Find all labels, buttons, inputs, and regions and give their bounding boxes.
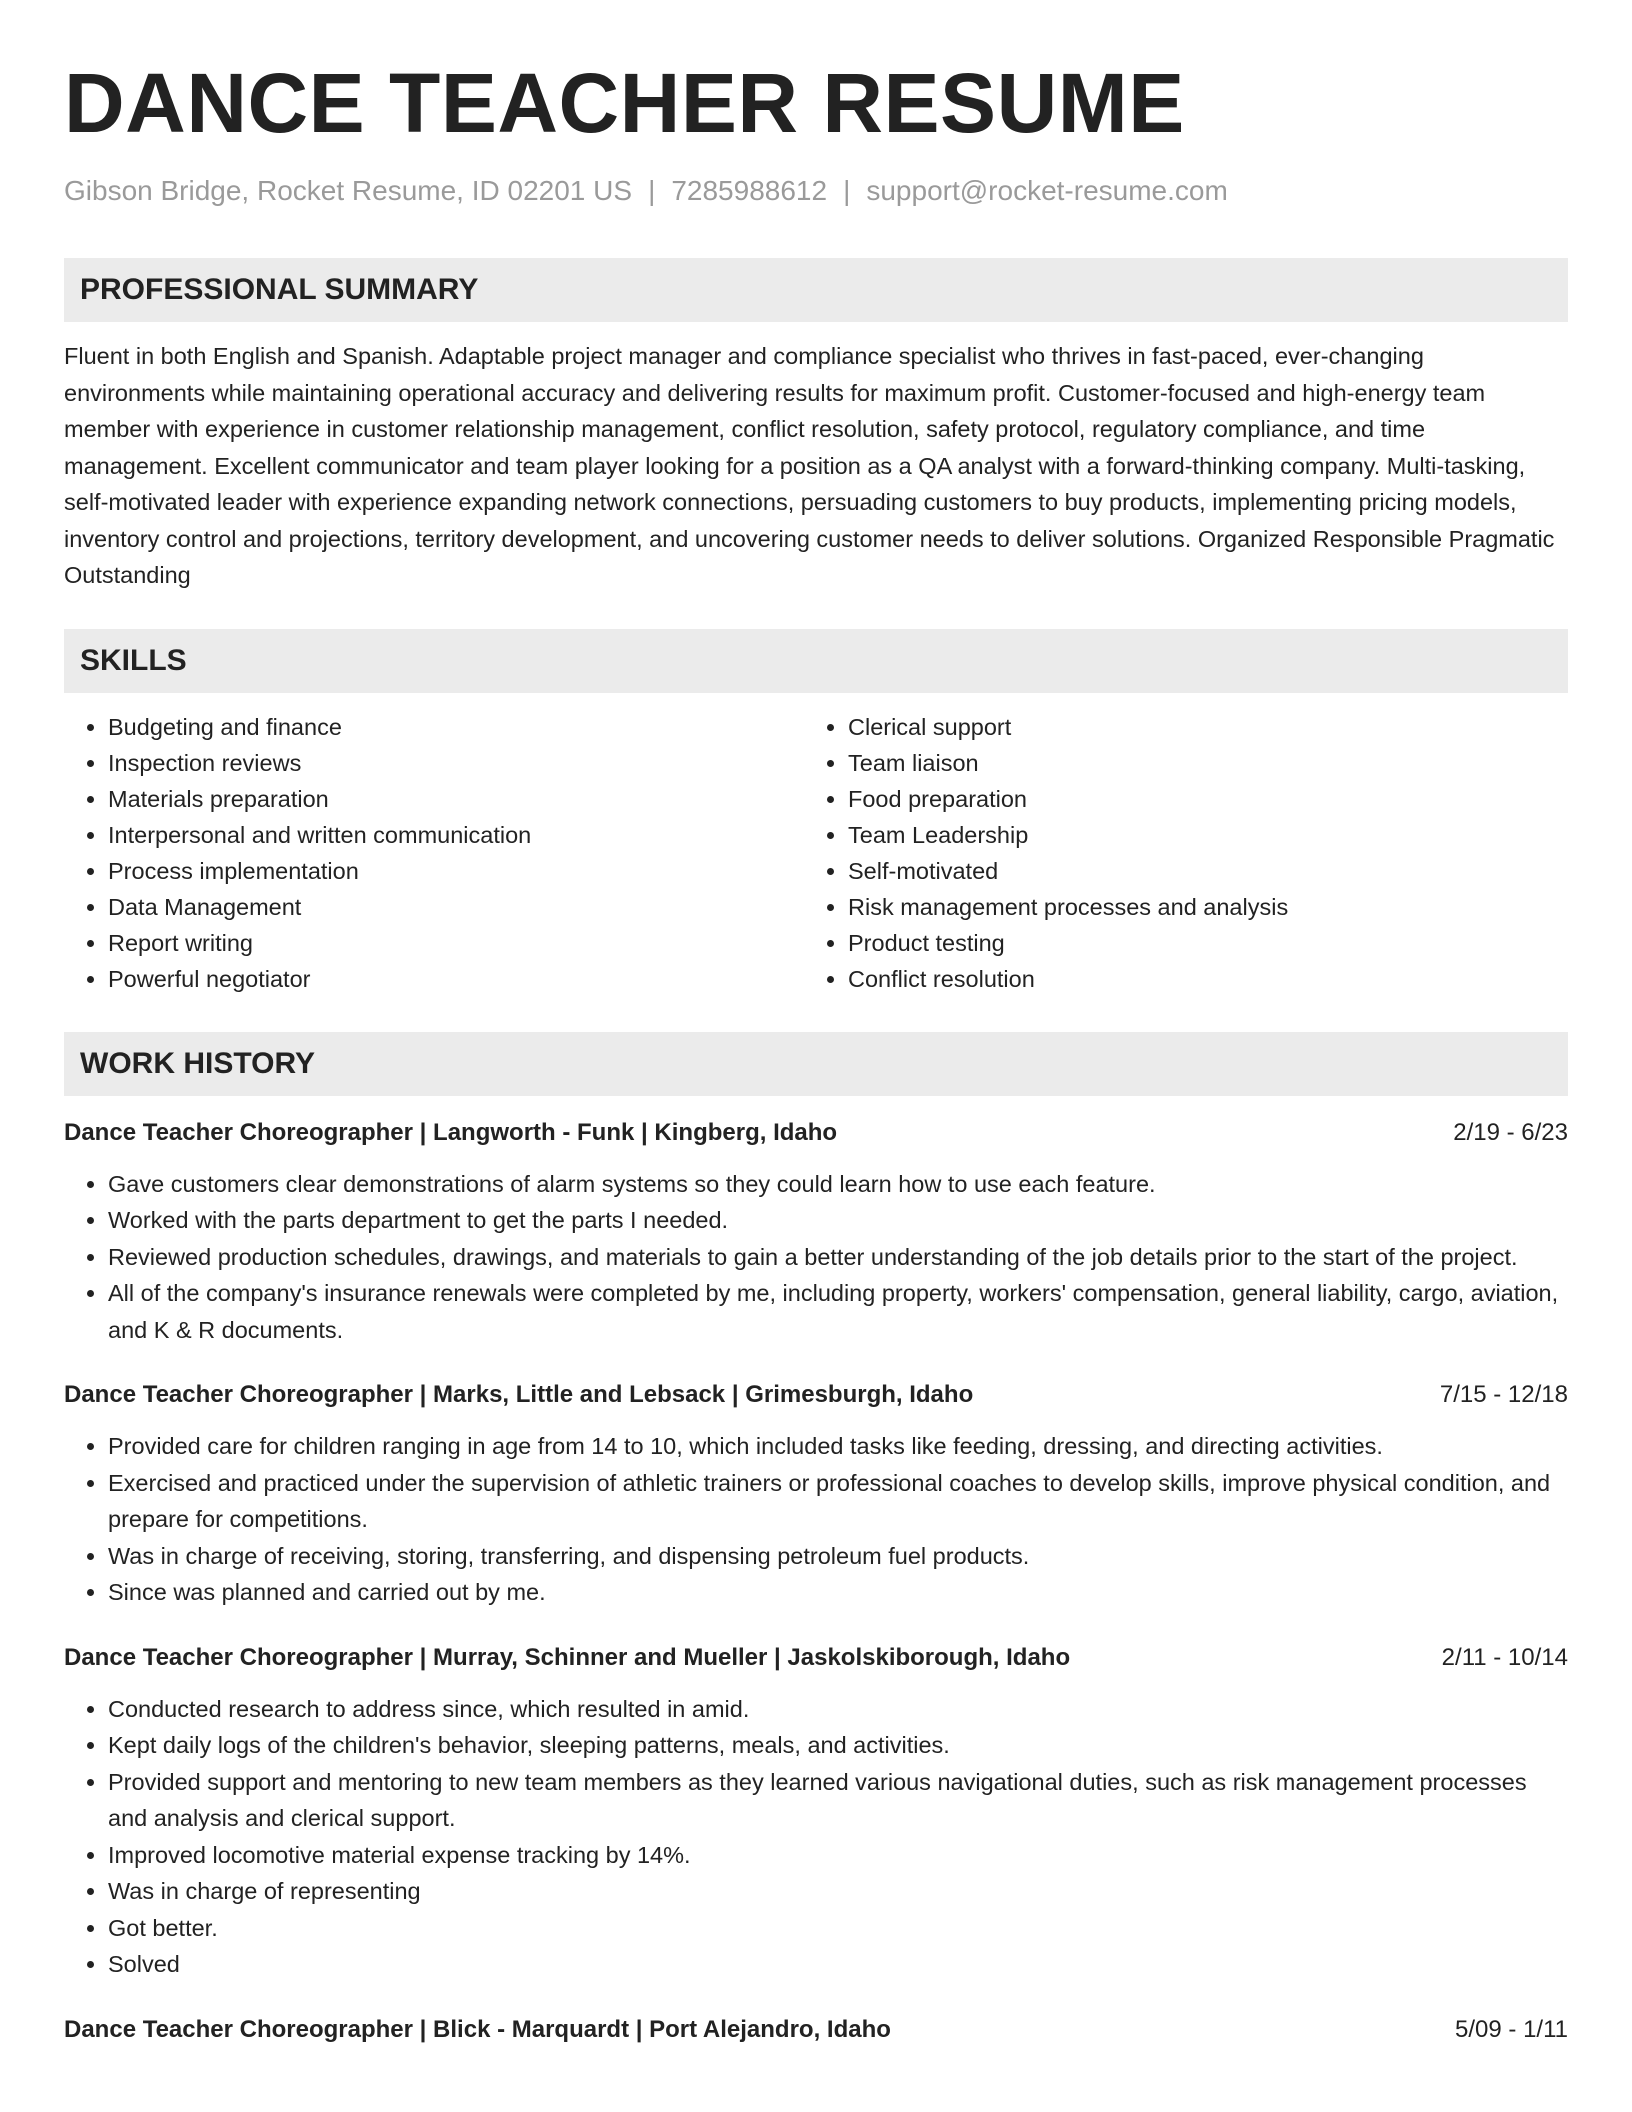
skill-item: • Report writing <box>108 925 804 961</box>
skills-column-right <box>804 709 1544 997</box>
job-header <box>64 1378 1568 1412</box>
job-dates: 2/19 - 6/23 <box>1453 1118 1568 1146</box>
job-bullet: • Worked with the parts department to get the parts I needed. <box>108 1202 1568 1239</box>
job-bullet: • Conducted research to address since, which resulted in amid. <box>108 1691 1568 1728</box>
summary-text: Fluent in both English and Spanish. Adaptable project manager and compliance specialist who thrives in fast-paced, ever-changing environments while maintaining operational accuracy and delivering results for maximum profit. Customer-focused and high-energy team member with experience in customer relationship management, conflict resolution, safety protocol, regulatory compliance, and time management. Excellent communicator and team player looking for a position as a QA analyst with a forward-thinking company. Multi-tasking, self-motivated leader with experience expanding network connections, persuading customers to buy products, implementing pricing models, inventory control and projections, territory development, and uncovering customer needs to deliver solutions. Organized Responsible Pragmatic Outstanding <box>64 343 1555 588</box>
job-bullet: • Provided care for children ranging in age from 14 to 10, which included tasks like feeding, dressing, and directing activities. <box>108 1428 1568 1465</box>
job-dates: 5/09 - 1/11 <box>1455 2015 1568 2043</box>
job-bullet: • Since was planned and carried out by me. <box>108 1574 1568 1611</box>
skill-item: • Food preparation <box>848 781 1544 817</box>
job-title: Dance Teacher Choreographer | Murray, Schinner and Mueller | Jaskolskiborough, Idaho <box>64 1643 1071 1671</box>
contact-separator: | <box>648 175 656 206</box>
job-dates: 2/11 - 10/14 <box>1441 1643 1568 1671</box>
section-header-skills: SKILLS <box>64 629 1568 693</box>
skill-item: • Data Management <box>108 889 804 925</box>
skill-item: • Product testing <box>848 925 1544 961</box>
skill-item: • Clerical support <box>848 709 1544 745</box>
skill-item: • Self-motivated <box>848 853 1544 889</box>
skill-item: • Conflict resolution <box>848 961 1544 997</box>
skill-item: • Budgeting and finance <box>108 709 804 745</box>
job-bullet: • Was in charge of receiving, storing, transferring, and dispensing petroleum fuel products. <box>108 1538 1568 1575</box>
contact-phone: 7285988612 <box>671 175 828 206</box>
skill-item: • Powerful negotiator <box>108 961 804 997</box>
job-bullet: • Provided support and mentoring to new team members as they learned various navigational duties, such as risk management processes and analysis and clerical support. <box>108 1764 1568 1837</box>
job-dates: 7/15 - 12/18 <box>1439 1381 1568 1408</box>
job-bullets <box>64 1428 1568 1611</box>
job-title: Dance Teacher Choreographer | Blick - Marquardt | Port Alejandro, Idaho <box>64 2015 891 2043</box>
job-header <box>64 1116 1568 1150</box>
job-bullet: • Was in charge of representing <box>108 1873 1568 1910</box>
section-header-summary: PROFESSIONAL SUMMARY <box>64 258 1568 322</box>
job-bullet: • Improved locomotive material expense tracking by 14%. <box>108 1837 1568 1874</box>
skill-item: • Materials preparation <box>108 781 804 817</box>
job-bullets <box>64 1166 1568 1349</box>
job-bullet: • All of the company's insurance renewals were completed by me, including property, workers' compensation, general liability, cargo, aviation, and K & R documents. <box>108 1275 1568 1348</box>
job-entry <box>64 1641 1568 1983</box>
job-entry <box>64 1116 1568 1349</box>
contact-line <box>64 174 1568 208</box>
job-entry <box>64 2013 1568 2047</box>
contact-address: Gibson Bridge, Rocket Resume, ID 02201 US <box>64 175 633 206</box>
job-bullet: • Got better. <box>108 1910 1568 1947</box>
resume-title: DANCE TEACHER RESUME <box>64 56 1185 150</box>
job-bullets <box>64 1691 1568 1983</box>
skill-item: • Team Leadership <box>848 817 1544 853</box>
job-header <box>64 2013 1568 2047</box>
contact-separator: | <box>843 175 851 206</box>
job-title: Dance Teacher Choreographer | Langworth - Funk | Kingberg, Idaho <box>64 1118 838 1146</box>
skill-item: • Team liaison <box>848 745 1544 781</box>
job-bullet: • Solved <box>108 1946 1568 1983</box>
skills-list <box>64 709 1568 997</box>
skills-column-left <box>64 709 804 997</box>
skill-item: • Inspection reviews <box>108 745 804 781</box>
job-entry <box>64 1378 1568 1611</box>
contact-email: support@rocket-resume.com <box>866 175 1228 206</box>
job-bullet: • Exercised and practiced under the supervision of athletic trainers or professional coaches to develop skills, improve physical condition, and prepare for competitions. <box>108 1465 1568 1538</box>
resume-page <box>64 0 1568 2047</box>
job-bullet: • Reviewed production schedules, drawings, and materials to gain a better understanding of the job details prior to the start of the project. <box>108 1239 1568 1276</box>
skill-item: • Process implementation <box>108 853 804 889</box>
job-bullet: • Kept daily logs of the children's behavior, sleeping patterns, meals, and activities. <box>108 1727 1568 1764</box>
job-title: Dance Teacher Choreographer | Marks, Little and Lebsack | Grimesburgh, Idaho <box>64 1381 974 1408</box>
job-header <box>64 1641 1568 1675</box>
job-bullet: • Gave customers clear demonstrations of alarm systems so they could learn how to use each feature. <box>108 1166 1568 1203</box>
skill-item: • Risk management processes and analysis <box>848 889 1544 925</box>
section-header-work-history: WORK HISTORY <box>64 1032 1568 1096</box>
skill-item: • Interpersonal and written communication <box>108 817 804 853</box>
